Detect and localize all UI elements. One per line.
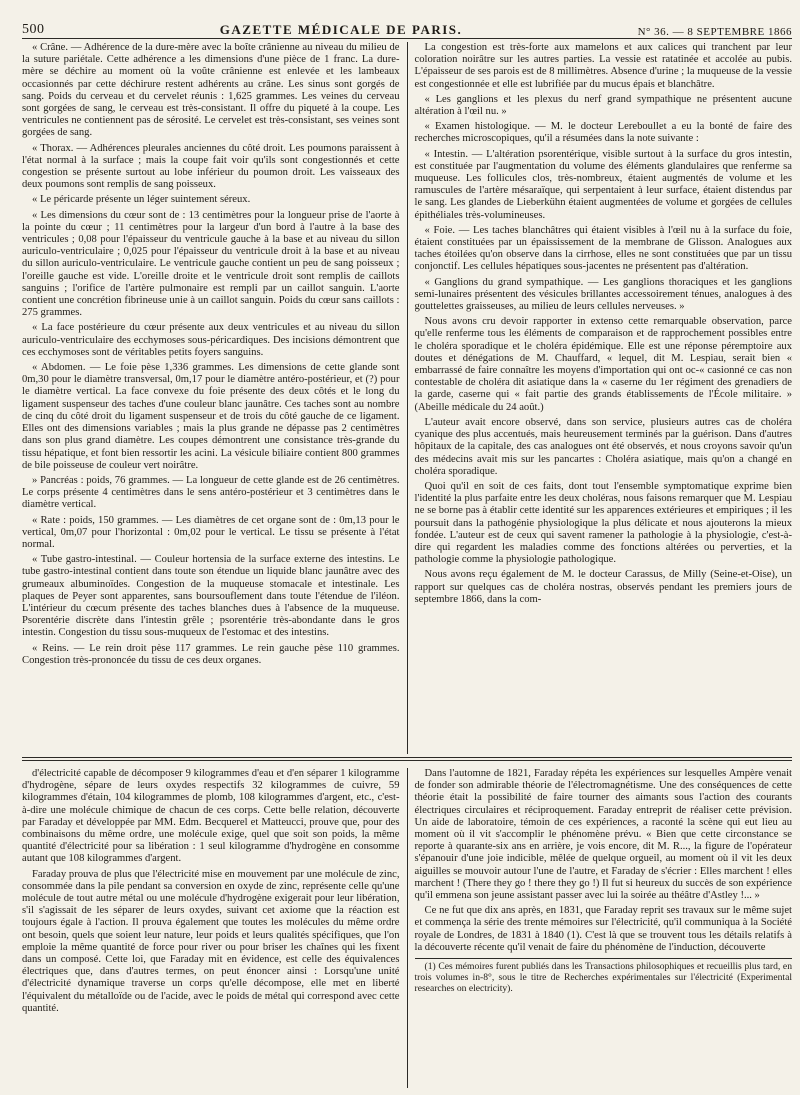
paragraph: « Foie. — Les taches blanchâtres qui étaient visibles à l'œil nu à la surface du foie, étaient constituées par un épaississement de la membrane de Glisson. Analogues aux taches étoilées qu'on observe dans la cirrhose, elles ne sont constituées que par un tissu conjonctif. Les cellules hépatiques sous-jacentes ne présentent pas d'altération. — [414, 224, 792, 273]
journal-title: GAZETTE MÉDICALE DE PARIS. — [219, 22, 463, 37]
paragraph: » Pancréas : poids, 76 grammes. — La longueur de cette glande est de 26 centimètres. Le corps présente 4 centimètres dans le sens antéro-postérieur et 3 centimètres dans le diamètre vertical. — [22, 474, 400, 511]
top-left-column — [22, 42, 408, 754]
section-divider — [22, 757, 792, 761]
paragraph: « La face postérieure du cœur présente aux deux ventricules et au niveau du sillon auriculo-ventriculaire des ecchymoses sous-péricardiques. Des incisions démontrent que ces ecchymoses sont de véritables petits foyers sanguins. — [22, 322, 400, 358]
feuilleton-section — [22, 768, 792, 1088]
paragraph: d'électricité capable de décomposer 9 kilogrammes d'eau et d'en séparer 1 kilogramme d'hydrogène, sépare de leurs oxydes respectifs 32 kilogrammes de cuivre, 59 kilogrammes d'étain, 104 kilogrammes de plomb, 108 kilogrammes d'argent, etc., c'est-à-dire une molécule chimique de chacun de ces corps. Cette belle relation, découverte par Faraday et développée par MM. Edm. Becquerel et Matteucci, prouve que, pour des combinaisons du même ordre, une molécule exige, quel que soit son poids, la même quantité d'électricité pour sa libération : 1 seul kilogramme d'hydrogène en consomme autant que 108 kilogrammes d'argent. — [22, 768, 400, 865]
paragraph: Faraday prouva de plus que l'électricité mise en mouvement par une molécule de zinc, consommée dans la pile pendant sa conversion en oxyde de zinc, représente celle qu'une molécule de tout autre métal ou une molécule d'hydrogène exigerait pour leur libération, s'il s'agissait de les séparer de leurs oxydes, suivant cet axiome que la réaction est toujours égale à l'action. Il prouva également que toutes les molécules du même ordre ont besoin, quels que soient leur nature, leur poids et leurs qualités spécifiques, que l'on emploie la même quantité de force pour river ou pour briser les chaînes qui les fixent dans un composé. Cette loi, que Faraday mit en évidence, est celle des équivalences électriques que, dans d'autres termes, on peut énoncer ainsi : Lorsqu'une unité d'électricité dynamique traverse un corps qu'elle décompose, elle met en liberté l'équivalent du métalloïde ou de l'acide, avec le poids de métal qui correspond avec cette quantité. — [22, 868, 400, 1014]
paragraph: Dans l'automne de 1821, Faraday répéta les expériences sur lesquelles Ampère venait de fonder son admirable théorie de l'électromagnétisme. Une des conséquences de cette théorie était la possibilité de faire tourner des aimants sous l'action des courants électriques circulaires et réciproquement. Faraday entreprit de réaliser cette prévision. Un aide de laboratoire, témoin de ces expériences, a raconté la scène qui eut lieu au moment où il vit s'accomplir le phénomène prévu. « Bien que cette circonstance se reporte à quarante-six ans en arrière, je vois encore, dit M. R..., la figure de l'opérateur s'épanouir d'une joie indicible, mêlée de quelque orgueil, au moment où il vit les deux aiguilles se mouvoir autour l'une de l'autre, et Faraday de s'écrier : Elles marchent ! elles marchent ! (There they go ! there they go !) Il fut si heureux du succès de son expérience qu'il emmena son jeune assistant passer avec lui la soirée au théâtre d'Astley !... » — [414, 768, 792, 902]
paragraph: Ce ne fut que dix ans après, en 1831, que Faraday reprit ses travaux sur le même sujet et commença la série des trente mémoires sur l'électricité, qu'il communiqua à la Société royale de Londres, de 1831 à 1840 (1). C'est là que se trouvent tous les détails relatifs à la découverte récente qu'il venait de faire du phénomène de l'induction, découverte — [414, 905, 792, 953]
footnote: (1) Ces mémoires furent publiés dans les Transactions philosophiques et recueillis plus tard, en trois volumes in-8°, sous le titre de Recherches expérimentales sur l'électricité (Experimental researches on electricity). — [415, 958, 793, 994]
paragraph: « Les dimensions du cœur sont de : 13 centimètres pour la longueur prise de l'aorte à la pointe du cœur ; 11 centimètres pour la largeur d'un bord à l'autre à la base des ventricules ; 0,08 pour l'épaisseur du ventricule gauche à la base et au niveau du sillon auriculo-ventriculaire ; 0,025 pour l'épaisseur du ventricule droit à la base et au niveau du sillon auriculo-ventriculaire. Le ventricule gauche contient un peu de sang poisseux ; l'oreille gauche est vide. L'oreille droite et le ventricule droit sont remplis de caillots sanguins ; l'orifice de l'artère pulmonaire est rempli par un caillot sanguin. L'aorte contient une concrétion fibrineuse unie à un caillot sanguin. Poids du cœur sans caillots : 275 grammes. — [22, 209, 400, 319]
paragraph: « Le péricarde présente un léger suintement séreux. — [32, 194, 251, 206]
paragraph: « Reins. — Le rein droit pèse 117 grammes. Le rein gauche pèse 110 grammes. Congestion très-prononcée du tissu de ces deux organes. — [22, 642, 400, 666]
paragraph: « Ganglions du grand sympathique. — Les ganglions thoraciques et les ganglions semi-lunaires présentent des vésicules brillantes accessoirement ténues, analogues à des gouttelettes graisseuses, au milieu de leurs cellules nerveuses. » — [414, 276, 792, 313]
paragraph: « Thorax. — Adhérences pleurales anciennes du côté droit. Les poumons paraissent à l'état normal à la surface ; mais la coupe fait voir qu'ils sont congestionnés et cette congestion se présente surtout au lobe inférieur du poumon droit. Les vaisseaux des deux poumons sont remplis de sang poisseux. — [22, 142, 400, 191]
page-number: 500 — [22, 22, 45, 37]
paragraph: « Crâne. — Adhérence de la dure-mère avec la boîte crânienne au niveau du milieu de la suture pariétale. Cette adhérence a les dimensions d'une pièce de 1 franc. La dure-mère se déchire au moment où la voûte crânienne est enlevée et les lambeaux occasionnés par cette déchirure restent adhérents au crâne. Les sinus sont gorgés de sang. Poids du cerveau et du cervelet réunis : 1,625 grammes. Les veines du cerveau sont gorgées de sang, le cerveau est très-consistant. Il offre du piqueté à la coupe. Les ventricules ne contiennent pas de sérosité. Le cervelet est très-consistant, ses veines sont gorgées de sang. — [22, 42, 400, 139]
bottom-right-column — [408, 768, 793, 1088]
paragraph: « Tube gastro-intestinal. — Couleur hortensia de la surface externe des intestins. Le tube gastro-intestinal contient dans toute son étendue un liquide blanc jaunâtre avec des grumeaux albuminoïdes. Congestion de la muqueuse stomacale et intestinale. Les plaques de Peyer sont apparentes, sans boursouflement dans toute l'étendue de l'iléon. L'intérieur du cœcum présente des taches blanches dues à l'absence de la muqueuse. Psorentérie discrète dans l'intestin grêle ; psorentérie très-abondante dans le gros intestin. Congestion du tissu sous-muqueux de l'estomac et des intestins. — [22, 554, 400, 639]
top-section — [22, 42, 792, 754]
paragraph: « Examen histologique. — M. le docteur Lereboullet a eu la bonté de faire des recherches microscopiques, qu'il a résumées dans la note suivante : — [414, 121, 792, 145]
page-header — [22, 14, 792, 39]
issue-date: N° 36. — 8 SEPTEMBRE 1866 — [637, 26, 792, 38]
paragraph: L'auteur avait encore observé, dans son service, plusieurs autres cas de choléra cyanique des plus accentués, mais heureusement terminés par la guérison. Dans d'autres hôpitaux de la capitale, des cas analogues ont été observés, et nous croyons savoir qu'un des médecins avait mis sur les pancartes : Choléra asiatique, mais qu'on a changé en choléra sporadique. — [414, 416, 792, 477]
paragraph: Nous avons reçu également de M. le docteur Carassus, de Milly (Seine-et-Oise), un rapport sur quelques cas de choléra nostras, observés pendant les premiers jours de septembre 1866, dans la com- — [414, 569, 792, 605]
paragraph: « Rate : poids, 150 grammes. — Les diamètres de cet organe sont de : 0m,13 pour le vertical, 0m,07 pour l'horizontal : 0m,02 pour le vertical. Le tissu se présente à l'état normal. — [22, 514, 400, 550]
paragraph: « Intestin. — L'altération psorentérique, visible surtout à la surface du gros intestin, est constituée par l'augmentation du volume des éléments glandulaires que renferme sa muqueuse. Les follicules clos, très-nombreux, étaient augmentés de volume et les ramuscules de l'artère mésaraïque, qui serpentaient à leur surface, étaient distendus par le sang. Les glandes de Lieberkühn étaient augmentées de volume et gorgées de cellules épithéliales très-volumineuses. — [414, 148, 792, 221]
paragraph: « Les ganglions et les plexus du nerf grand sympathique ne présentent aucune altération à l'œil nu. » — [414, 93, 792, 118]
paragraph: « Abdomen. — Le foie pèse 1,336 grammes. Les dimensions de cette glande sont 0m,30 pour le diamètre transversal, 0m,17 pour le diamètre antéro-postérieur, et (?) pour le diamètre vertical. La face convexe du foie présente des deux côtés et le long du ligament suspenseur des taches d'une couleur blanc jaunâtre. Ces taches sont au nombre de cinq du côté droit du ligament suspenseur et de trois du côté gauche de ce ligament. Elles ont des dimensions variables ; mais la plus grande ne dépasse pas 2 centimètres dans son plus grand diamètre. Les coupes démontrent une consistance très-grande du tissu hépatique, et font bien ressortir les acini. La vésicule biliaire contient 800 grammes de bile poisseuse de couleur vert noirâtre. — [22, 362, 400, 471]
paragraph: Quoi qu'il en soit de ces faits, dont tout l'ensemble symptomatique exprime bien l'identité la plus parfaite entre les deux choléras, nous faisons remarquer que M. Lespiau ne se borne pas à établir cette identité sur les apparences extérieures et empiriques ; il les poursuit dans la pathogénie physiologique la plus délicate et nous ajouterons la mieux fondée. L'auteur est de ceux qui savent ramener la pathologie à la physiologie, c'est-à-dire qui regardent les maladies comme des fonctions altérées ou perverties, et la pathologie comme la physiologie pathologique. — [414, 480, 792, 566]
top-right-column — [408, 42, 793, 754]
bottom-left-column — [22, 768, 408, 1088]
paragraph: La congestion est très-forte aux mamelons et aux calices qui tranchent par leur coloration noirâtre sur les autres parties. La vessie est ratatinée et accolée au pubis. L'épaisseur de ses parois est de 8 millimètres. Absence d'urine ; la muqueuse de la vessie est congestionnée et elle est lubrifiée par du mucus épais et blanchâtre. — [414, 42, 792, 90]
paragraph: Nous avons cru devoir rapporter in extenso cette remarquable observation, parce qu'elle renferme tous les éléments de comparaison et de rapprochement possibles entre le choléra sporadique et le choléra épidémique. Elle est une réponse péremptoire aux doutes et dénégations de M. Chauffard, « lequel, dit M. Lespiau, serait bien « embarrassé de faire connaître les moyens d'importation qui ont oc-« casionné ce cas non contestable de choléra dit asiatique dans la « caserne du 1er régiment des grenadiers de la garde, caserne qui « fait partie des grands établissements de l'École militaire. » (Abeille médicale du 24 août.) — [414, 316, 792, 413]
